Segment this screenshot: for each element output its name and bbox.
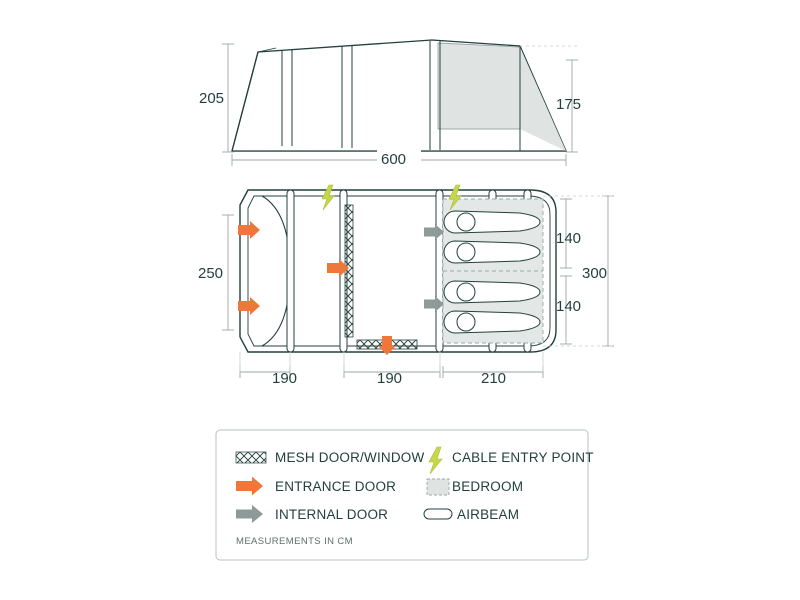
dim-plan-depth-left: 250 xyxy=(198,265,224,282)
measurements-note: MEASUREMENTS IN CM xyxy=(236,536,353,547)
mesh-divider-vertical xyxy=(345,205,353,337)
dim-plan-width-3: 210 xyxy=(481,370,507,387)
dim-plan-width-2: 190 xyxy=(377,370,403,387)
legend-label-entrance: ENTRANCE DOOR xyxy=(275,479,397,494)
elevation-bedroom-shade xyxy=(438,43,520,129)
mesh-door-window-icon xyxy=(236,452,266,463)
airbeam-icon xyxy=(424,509,452,519)
dim-elevation-height-left: 205 xyxy=(199,90,225,107)
legend-item-mesh-door-window xyxy=(236,450,424,465)
elevation-view xyxy=(232,40,566,151)
dim-elevation-width: 600 xyxy=(381,151,407,168)
plan-view xyxy=(238,185,556,355)
dim-bedroom-top: 140 xyxy=(556,230,582,247)
dim-plan-width-1: 190 xyxy=(272,370,298,387)
dim-elevation-height-right: 175 xyxy=(556,96,582,113)
legend-panel xyxy=(216,430,594,560)
legend-label-internal: INTERNAL DOOR xyxy=(275,507,389,522)
legend-label-airbeam: AIRBEAM xyxy=(457,507,520,522)
legend-label-mesh: MESH DOOR/WINDOW xyxy=(275,450,425,465)
legend-label-bedroom: BEDROOM xyxy=(452,479,524,494)
legend-item-bedroom xyxy=(427,479,523,495)
dim-plan-depth-total: 300 xyxy=(582,265,608,282)
dim-bedroom-bottom: 140 xyxy=(556,298,582,315)
bedroom-icon xyxy=(427,479,449,495)
legend-label-cable: CABLE ENTRY POINT xyxy=(452,450,594,465)
